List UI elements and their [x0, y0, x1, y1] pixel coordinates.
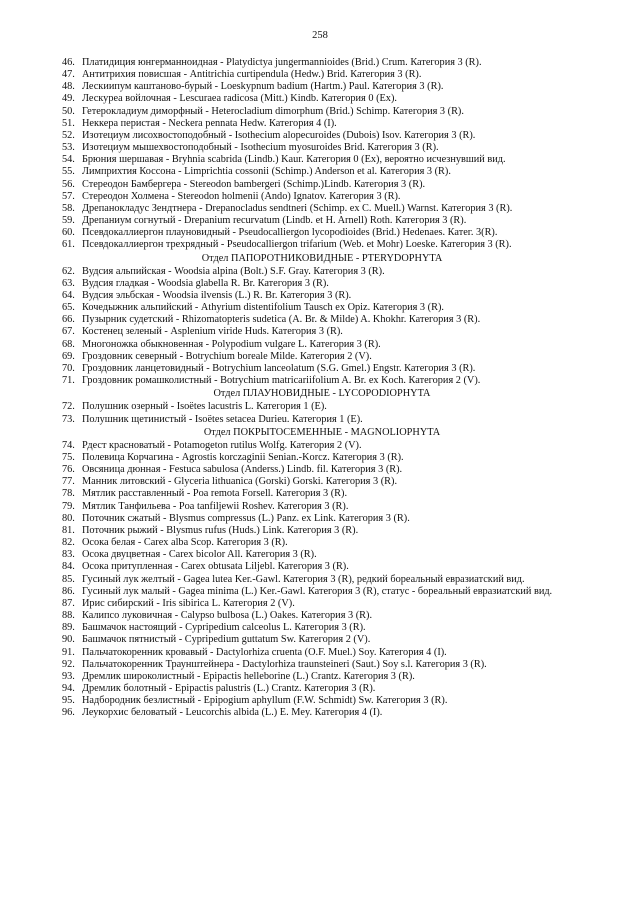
- entry-number: 87.: [62, 597, 75, 609]
- list-item: [62, 622, 582, 634]
- list-item: [62, 561, 582, 573]
- entry-number: 79.: [62, 500, 75, 512]
- list-item: [62, 586, 582, 598]
- entry-text: Полевица Корчагина - Agrostis korczaginii Senian.-Korcz. Категория 3 (R).: [82, 452, 404, 463]
- entry-text: Осока двуцветная - Carex bicolor All. Категория 3 (R).: [82, 549, 317, 561]
- entry-number: 52.: [62, 129, 75, 141]
- list-item: [62, 488, 582, 500]
- entry-text: Вудсия гладкая - Woodsia glabella R. Br. Категория 3 (R).: [82, 277, 329, 289]
- entry-number: 57.: [62, 190, 75, 202]
- list-item: [62, 351, 582, 363]
- entry-text: Рдест красноватый - Potamogeton rutilus Wolfg. Категория 2 (V).: [82, 439, 362, 451]
- entry-text: Гроздовник северный - Botrychium boreale Milde. Категория 2 (V).: [82, 350, 372, 362]
- entry-number: 56.: [62, 178, 75, 190]
- entry-number: 53.: [62, 142, 75, 154]
- entry-text: Полушник щетинистый - Isoëtes setacea Durieu. Категория 1 (E).: [82, 413, 363, 425]
- entry-number: 81.: [62, 524, 75, 536]
- entry-text: Осока белая - Carex alba Scop. Категория 3 (R).: [82, 537, 288, 549]
- entry-number: 66.: [62, 314, 75, 326]
- entry-number: 89.: [62, 622, 75, 634]
- entry-number: 80.: [62, 512, 75, 524]
- list-item: [62, 154, 582, 166]
- entry-text: Вудсия альпийская - Woodsia alpina (Bolt.) S.F. Gray. Категория 3 (R).: [82, 265, 385, 277]
- entry-number: 83.: [62, 549, 75, 561]
- page-number: 258: [312, 30, 328, 41]
- entry-text: Гетерокладиум диморфный - Heterocladium dimorphum (Brid.) Schimp. Категория 3 (R).: [82, 105, 464, 117]
- list-item: [62, 440, 582, 452]
- entry-text: Дремлик болотный - Epipactis palustris (L.) Crantz. Категория 3 (R).: [82, 682, 376, 694]
- entry-text: Поточник сжатый - Blysmus compressus (L.) Panz. ex Link. Категория 3 (R).: [82, 512, 410, 524]
- entry-text: Леукорхис беловатый - Leucorchis albida (L.) E. Mey. Категория 4 (I).: [82, 707, 383, 719]
- entry-text: Костенец зеленый - Asplenium viride Huds. Категория 3 (R).: [82, 326, 343, 338]
- list-item: [62, 513, 582, 525]
- entry-text: Надбородник безлистный - Epipogium aphyllum (F.W. Schmidt) Sw. Категория 3 (R).: [82, 695, 448, 707]
- list-item: [62, 215, 582, 227]
- entry-text: Пальчатокоренник Траунштейнера - Dactylorhiza traunsteineri (Saut.) Soy s.l. Категория 3 (R).: [82, 658, 487, 670]
- entry-text: Мятлик Танфильева - Poa tanfiljewii Roshev. Категория 3 (R).: [82, 500, 349, 512]
- entry-number: 59.: [62, 215, 75, 227]
- entry-text: Поточник рыжий - Blysmus rufus (Huds.) Link. Категория 3 (R).: [82, 524, 359, 536]
- entry-number: 76.: [62, 464, 75, 476]
- list-item: [62, 166, 582, 178]
- entry-text: Пузырник судетский - Rhizomatopteris sudetica (A. Br. & Milde) A. Khokhr. Категория 3 (R).: [82, 314, 481, 326]
- entry-text: Дремлик широколистный - Epipactis helleborine (L.) Crantz. Категория 3 (R).: [82, 670, 415, 682]
- entry-number: 50.: [62, 105, 75, 117]
- list-item: [62, 414, 582, 426]
- list-item: [62, 239, 582, 251]
- entry-number: 82.: [62, 537, 75, 549]
- entry-number: 88.: [62, 610, 75, 622]
- list-item: [62, 574, 582, 586]
- entry-text: Полушник озерный - Isoëtes lacustris L. Категория 1 (E).: [82, 401, 327, 413]
- entry-text: Калипсо луковичная - Calypso bulbosa (L.) Oakes. Категория 3 (R).: [82, 610, 373, 622]
- list-item: [62, 537, 582, 549]
- list-item: [62, 525, 582, 537]
- entry-number: 62.: [62, 265, 75, 277]
- entry-number: 78.: [62, 488, 75, 500]
- entry-number: 69.: [62, 350, 75, 362]
- entry-number: 92.: [62, 658, 75, 670]
- list-item: [62, 501, 582, 513]
- list-item: [62, 610, 582, 622]
- entry-number: 86.: [62, 585, 75, 597]
- list-item: [62, 647, 582, 659]
- list-item: [62, 227, 582, 239]
- list-item: [62, 314, 582, 326]
- entry-number: 47.: [62, 69, 75, 81]
- list-item: [62, 659, 582, 671]
- entry-text: Вудсия эльбская - Woodsia ilvensis (L.) R. Br. Категория 3 (R).: [82, 289, 352, 301]
- entry-number: 54.: [62, 154, 75, 166]
- list-item: [62, 118, 582, 130]
- entry-text: Ирис сибирский - Iris sibirica L. Категория 2 (V).: [82, 597, 295, 609]
- entry-text: Псевдокаллиергон трехрядный - Pseudocalliergon trifarium (Web. et Mohr) Loeske. Категория 3 (R).: [82, 239, 512, 251]
- entry-number: 65.: [62, 302, 75, 314]
- entry-number: 70.: [62, 362, 75, 374]
- entry-text: Стереодон Холмена - Stereodon holmenii (Ando) Ignatov. Категория 3 (R).: [82, 190, 401, 202]
- entry-number: 84.: [62, 561, 75, 573]
- entry-number: 49.: [62, 93, 75, 105]
- list-item: [62, 266, 582, 278]
- list-item: [62, 339, 582, 351]
- list-item: [62, 401, 582, 413]
- list-item: [62, 81, 582, 93]
- entry-number: 46.: [62, 57, 75, 68]
- entry-text: Овсяница дюнная - Festuca sabulosa (Anderss.) Lindb. fil. Категория 3 (R).: [82, 464, 403, 476]
- entry-text: Башмачок пятнистый - Cypripedium guttatum Sw. Категория 2 (V).: [82, 634, 371, 646]
- entry-number: 68.: [62, 338, 75, 350]
- entry-text: Дрепаниум согнутый - Drepanium recurvatum (Lindb. et H. Arnell) Roth. Категория 3 (R).: [82, 215, 467, 227]
- entry-number: 60.: [62, 227, 75, 239]
- entry-number: 48.: [62, 81, 75, 93]
- list-item: [62, 634, 582, 646]
- entry-number: 71.: [62, 375, 75, 387]
- entry-text: Гусиный лук желтый - Gagea lutea Ker.-Gawl. Категория 3 (R), редкий бореальный евразиатский вид.: [82, 573, 525, 585]
- list-item: [62, 69, 582, 81]
- entry-text: Лескуреа войлочная - Lescuraea radicosa (Mitt.) Kindb. Категория 0 (Ex).: [82, 93, 397, 105]
- list-item: [62, 464, 582, 476]
- list-item: [62, 671, 582, 683]
- list-item: [62, 191, 582, 203]
- entry-number: 64.: [62, 289, 75, 301]
- entry-text: Пальчатокоренник кровавый - Dactylorhiza cruenta (O.F. Muel.) Soy. Категория 4 (I).: [82, 646, 447, 658]
- list-item: [62, 57, 582, 69]
- entry-number: 94.: [62, 682, 75, 694]
- entry-number: 96.: [62, 707, 75, 719]
- list-item: [62, 142, 582, 154]
- list-item: [62, 363, 582, 375]
- entry-text: Гроздовник ланцетовидный - Botrychium lanceolatum (S.G. Gmel.) Engstr. Категория 3 (R).: [82, 362, 476, 374]
- entry-text: Кочедыжник альпийский - Athyrium distentifolium Tausch ex Opiz. Категория 3 (R).: [82, 302, 444, 314]
- entry-number: 90.: [62, 634, 75, 646]
- entry-text: Манник литовский - Glyceria lithuanica (Gorski) Gorski. Категория 3 (R).: [82, 476, 398, 488]
- entry-text: Изотециум мышехвостоподобный - Isothecium myosuroides Brid. Категория 3 (R).: [82, 142, 439, 154]
- entry-text: Многоножка обыкновенная - Polypodium vulgare L. Категория 3 (R).: [82, 338, 381, 350]
- entry-number: 67.: [62, 326, 75, 338]
- entry-number: 77.: [62, 476, 75, 488]
- entry-text: Платидиция юнгерманноидная - Platydictya jungermannioides (Brid.) Crum. Категория 3 (R).: [82, 57, 482, 68]
- list-item: [62, 203, 582, 215]
- entry-number: 63.: [62, 277, 75, 289]
- entry-text: Брюния шершавая - Bryhnia scabrida (Lindb.) Kaur. Категория 0 (Ex), вероятно исчезнувший вид.: [82, 154, 506, 166]
- list-item: [62, 598, 582, 610]
- list-item: [62, 452, 582, 464]
- entry-number: 85.: [62, 573, 75, 585]
- list-item: [62, 93, 582, 105]
- entry-number: 72.: [62, 401, 75, 413]
- section-heading: Отдел ПЛАУНОВИДНЫЕ - LYCOPODIOPHYTA: [213, 388, 431, 400]
- entry-number: 61.: [62, 239, 75, 251]
- list-item: [62, 326, 582, 338]
- entry-number: 95.: [62, 695, 75, 707]
- entry-text: Антитрихия повисшая - Antitrichia curtipendula (Hedw.) Brid. Категория 3 (R).: [82, 69, 422, 81]
- section-heading: Отдел ПОКРЫТОСЕМЕННЫЕ - MAGNOLIOPHYTA: [203, 426, 441, 438]
- entry-number: 91.: [62, 646, 75, 658]
- entry-number: 51.: [62, 117, 75, 129]
- list-item: [62, 290, 582, 302]
- entry-text: Гусиный лук малый - Gagea minima (L.) Ker.-Gawl. Категория 3 (R), статус - бореальный евразиатский вид.: [82, 585, 553, 597]
- entry-text: Лескиипум каштаново-бурый - Loeskypnum badium (Hartm.) Paul. Категория 3 (R).: [82, 81, 444, 93]
- entry-number: 73.: [62, 413, 75, 425]
- entry-number: 55.: [62, 166, 75, 178]
- entry-text: Мятлик расставленный - Poa remota Forsell. Категория 3 (R).: [82, 488, 348, 500]
- entry-number: 58.: [62, 202, 75, 214]
- entry-text: Башмачок настоящий - Cypripedium calceolus L. Категория 3 (R).: [82, 622, 366, 634]
- entry-text: Гроздовник ромашколистный - Botrychium matricariifolium A. Br. ex Koch. Категория 2 (V).: [82, 375, 481, 387]
- entry-number: 75.: [62, 452, 75, 463]
- entry-text: Стереодон Бамбергера - Stereodon bambergeri (Schimp.)Lindb. Категория 3 (R).: [82, 178, 426, 190]
- list-item: [62, 707, 582, 719]
- entry-text: Дрепанокладус Зендтнера - Drepanocladus sendtneri (Schimp. ex C. Muell.) Warnst. Категория 3 (R).: [82, 202, 513, 214]
- list-item: [62, 278, 582, 290]
- entry-number: 93.: [62, 670, 75, 682]
- list-item: [62, 476, 582, 488]
- list-item: [62, 302, 582, 314]
- list-item: [62, 179, 582, 191]
- entry-text: Псевдокаллиергон плауновидный - Pseudocalliergon lycopodioides (Brid.) Hedenaes. Катег. 3(R).: [82, 227, 498, 239]
- entry-number: 74.: [62, 439, 75, 451]
- list-item: [62, 130, 582, 142]
- list-item: [62, 106, 582, 118]
- list-item: [62, 695, 582, 707]
- species-list: [62, 57, 582, 719]
- list-item: [62, 683, 582, 695]
- entry-text: Неккера перистая - Neckera pennata Hedw. Категория 4 (I).: [82, 117, 337, 129]
- list-item: [62, 375, 582, 387]
- section-heading: Отдел ПАПОРОТНИКОВИДНЫЕ - PTERYDOPHYTA: [201, 252, 443, 264]
- entry-text: Лимприхтия Коссона - Limprichtia cossonii (Schimp.) Anderson et al. Категория 3 (R).: [82, 166, 451, 178]
- list-item: [62, 549, 582, 561]
- entry-text: Осока притупленная - Carex obtusata Liljebl. Категория 3 (R).: [82, 561, 349, 573]
- entry-text: Изотециум лисохвостоподобный - Isothecium alopecuroides (Dubois) Isov. Категория 3 (R).: [82, 129, 476, 141]
